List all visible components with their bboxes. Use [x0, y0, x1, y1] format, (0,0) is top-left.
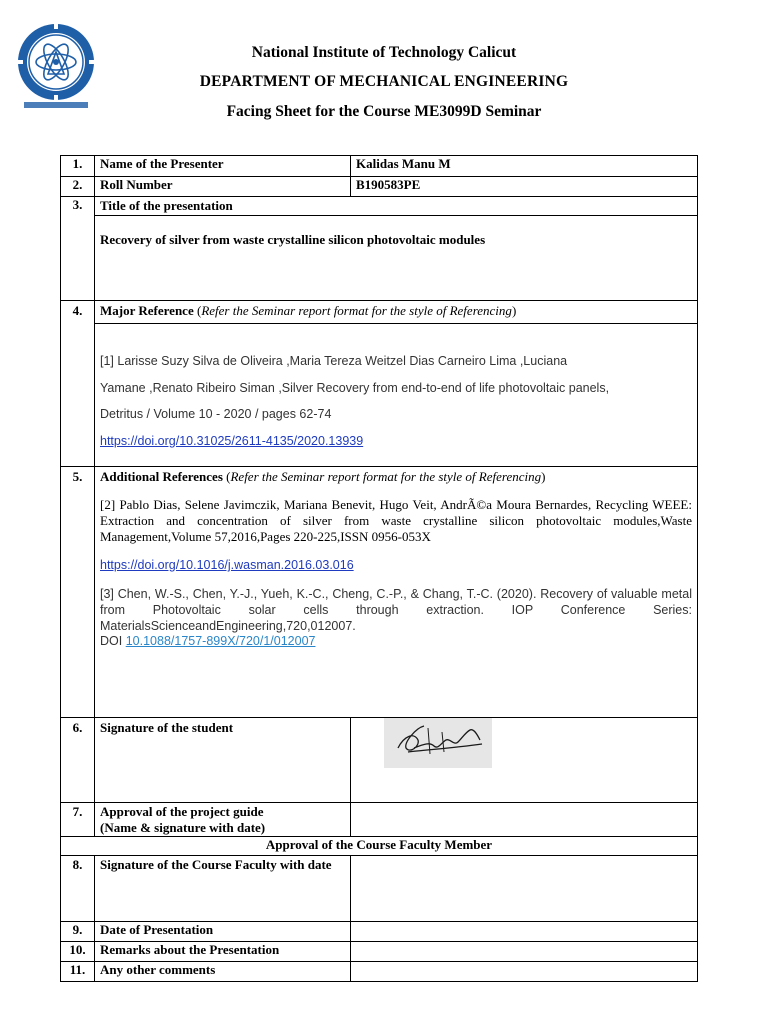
section-heading: Approval of the Course Faculty Member [61, 837, 698, 856]
row-additional-references: 5. Additional References (Refer the Seminar report format for the style of Referencing) [2] Pablo Dias, Selene Javimczik, Mariana Benevit, Hugo Veit, AndrÃ©a Moura Bernardes, Recycling WEEE: Extraction and concentration of silver from waste crystalline silicon photovoltaic modules,Waste Management,Volume 57,2016,Pages 220-225,ISSN 0956-053X https://doi.org/10.1016/j.wasman.2016.03.016 [3] Chen, W.-S., Chen, Y.-J., Yueh, K.-C., Cheng, C.-P., & Chang, T.-C. (2020). Recovery of valuable metal from Photovoltaic solar cells through extraction. IOP Conference Series: MaterialsScienceandEngineering,720,012007. DOI 10.1088/1757-899X/720/1/012007 [61, 467, 698, 718]
row-number: 4. [61, 301, 95, 467]
row-roll-number [61, 177, 698, 197]
field-label: Any other comments [95, 962, 351, 982]
reference-2-doi-link[interactable]: https://doi.org/10.1016/j.wasman.2016.03.016 [100, 558, 354, 572]
reference-1-line-3: Detritus / Volume 10 - 2020 / pages 62-74 [100, 407, 332, 421]
reference-note: Refer the Seminar report format for the style of Referencing [201, 303, 512, 318]
field-label: Approval of the project guide [100, 804, 264, 819]
institute-name: National Institute of Technology Calicut [251, 44, 517, 61]
row-number: 6. [61, 718, 95, 803]
reference-3-doi-link[interactable]: 10.1088/1757-899X/720/1/012007 [125, 634, 316, 648]
row-guide-approval [61, 803, 698, 837]
row-remarks [61, 942, 698, 962]
facing-sheet-table [60, 155, 698, 982]
remarks-value [351, 942, 698, 962]
reference-1-line-1: [1] Larisse Suzy Silva de Oliveira ,Maria Tereza Weitzel Dias Carneiro Lima ,Luciana [100, 354, 568, 368]
row-number: 9. [61, 922, 95, 942]
row-number: 10. [61, 942, 95, 962]
field-label: Signature of the student [95, 718, 351, 803]
field-label-sub: (Name & signature with date) [100, 820, 266, 835]
field-label: Major Reference [100, 303, 194, 318]
row-number: 11. [61, 962, 95, 982]
row-presenter-name [61, 156, 698, 177]
field-label: Remarks about the Presentation [95, 942, 351, 962]
row-major-reference: 4. Major Reference (Refer the Seminar report format for the style of Referencing) [1] Larisse Suzy Silva de Oliveira ,Maria Tereza Weitzel Dias Carneiro Lima ,Luciana Yamane ,Renato Ribeiro Siman ,Silver Recovery from end-to-end of life photovoltaic panels, Detritus / Volume 10 - 2020 / pages 62-74 https://doi.org/10.31025/2611-4135/2020.13939 [61, 301, 698, 467]
guide-approval-value [351, 803, 698, 837]
roll-number-value: B190583PE [351, 177, 698, 197]
nitc-emblem-icon [14, 22, 98, 110]
row-other-comments [61, 962, 698, 982]
other-comments-value [351, 962, 698, 982]
row-title [61, 197, 698, 301]
reference-1-doi-link[interactable]: https://doi.org/10.31025/2611-4135/2020.13939 [100, 433, 364, 448]
reference-2-text: [2] Pablo Dias, Selene Javimczik, Mariana Benevit, Hugo Veit, AndrÃ©a Moura Bernardes, Recycling WEEE: Extraction and concentration of silver from waste crystalline silicon photovoltaic modules,Waste Management,Volume 57,2016,Pages 220-225,ISSN 0956-053X [100, 497, 692, 544]
row-number: 8. [61, 856, 95, 922]
doi-prefix: DOI [100, 634, 123, 648]
field-label: Roll Number [95, 177, 351, 197]
row-student-signature [61, 718, 698, 803]
row-number: 1. [61, 156, 95, 177]
row-number: 2. [61, 177, 95, 197]
reference-1-line-2: Yamane ,Renato Ribeiro Siman ,Silver Recovery from end-to-end of life photovoltaic panels, [100, 380, 610, 395]
row-number: 5. [61, 467, 95, 718]
presentation-title-value: Recovery of silver from waste crystalline silicon photovoltaic modules [100, 232, 486, 247]
field-label: Title of the presentation [95, 197, 697, 216]
field-label: Additional References [100, 469, 223, 484]
reference-3-text: [3] Chen, W.-S., Chen, Y.-J., Yueh, K.-C., Cheng, C.-P., & Chang, T.-C. (2020). Recovery of valuable metal from Photovoltaic solar cells through extraction. IOP Conference Series: MaterialsScienceandEngineering,720,012007. [100, 587, 692, 633]
field-label: Date of Presentation [95, 922, 351, 942]
field-label: Name of the Presenter [95, 156, 351, 177]
sheet-title: Facing Sheet for the Course ME3099D Seminar [226, 103, 542, 120]
faculty-signature-value [351, 856, 698, 922]
section-faculty-approval [61, 837, 698, 856]
signature-icon [384, 718, 492, 768]
student-signature-image [384, 718, 492, 768]
row-number: 7. [61, 803, 95, 837]
row-faculty-signature [61, 856, 698, 922]
department-name: DEPARTMENT OF MECHANICAL ENGINEERING [199, 73, 569, 90]
presenter-name-value: Kalidas Manu M [351, 156, 698, 177]
field-label: Signature of the Course Faculty with date [95, 856, 351, 922]
date-of-presentation-value [351, 922, 698, 942]
reference-note: Refer the Seminar report format for the style of Referencing [230, 469, 542, 484]
row-date-of-presentation [61, 922, 698, 942]
row-number: 3. [61, 197, 95, 301]
